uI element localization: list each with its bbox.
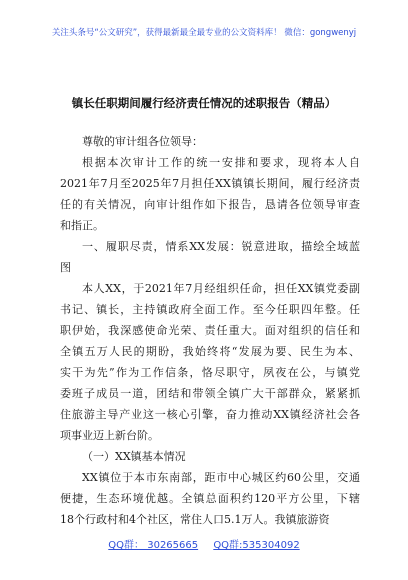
salutation: 尊敬的审计组各位领导： [82, 135, 203, 148]
paragraph-line: 和指正。 [60, 219, 104, 232]
paragraph [60, 467, 360, 530]
paragraph-line: 便捷，生态环境优越。全镇总面积约120平方公里，下辖 [60, 492, 360, 505]
qq-group-2[interactable]: QQ群:535304092 [213, 540, 300, 551]
paragraph-line: 本人XX，于2021年7月经组织任命，担任XX镇党委副 [82, 282, 360, 295]
paragraph-line: XX镇位于本市东南部，距市中心城区约60公里，交通 [82, 471, 360, 484]
qq-group-1[interactable]: QQ群： 30265665 [108, 540, 199, 551]
paragraph-line: 实干为先”作为工作信条，恪尽职守，夙夜在公，与镇党 [60, 366, 360, 379]
paragraph-line: 委班子成员一道，团结和带领全镇广大干部群众，紧紧抓 [60, 387, 360, 400]
paragraphs [60, 152, 360, 530]
document-title: 镇长任职期间履行经济责任情况的述职报告（精品） [71, 96, 337, 110]
paragraph-line: 全镇五万人民的期盼，我始终将“发展为要、民生为本、 [60, 345, 360, 358]
paragraph-line: 根据本次审计工作的统一安排和要求，现将本人自 [82, 156, 360, 169]
paragraph-line: 18个行政村和4个社区，常住人口5.1万人。我镇旅游资 [60, 513, 330, 526]
paragraph [60, 446, 360, 467]
paragraph-line: 住旅游主导产业这一核心引擎，奋力推动XX镇经济社会各 [60, 408, 360, 421]
paragraph-line: （一）XX镇基本情况 [82, 450, 186, 463]
paragraph-line: 书记、镇长，主持镇政府全面工作。至今任职四年整。任 [60, 303, 360, 316]
paragraph [60, 278, 360, 446]
footer [0, 536, 408, 551]
paragraph-line: 2021年7月至2025年7月担任XX镇镇长期间，履行经济责 [60, 177, 360, 190]
paragraph-line: 图 [60, 261, 71, 274]
paragraph [60, 152, 360, 236]
header-note: 关注头条号“公文研究”，获得最新最全最专业的公文资料库！ 微信：gongwenyj [51, 28, 357, 38]
paragraph-line: 任的有关情况，向审计组作如下报告，恳请各位领导审查 [60, 198, 360, 211]
paragraph-line: 职伊始，我深感使命光荣、责任重大。面对组织的信任和 [60, 324, 360, 337]
paragraph-line: 一、履职尽责，情系XX发展：锐意进取，描绘全域蓝 [82, 240, 360, 253]
paragraph-line: 项事业迈上新台阶。 [60, 429, 159, 442]
paragraph [60, 236, 360, 278]
document-body [60, 131, 360, 530]
